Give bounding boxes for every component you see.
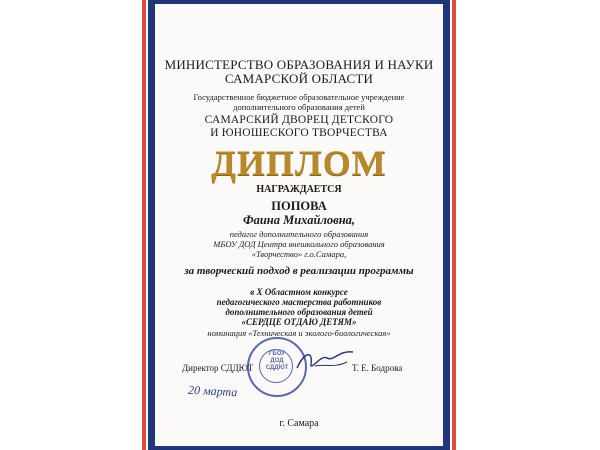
contest-line-2: педагогического мастерства работников bbox=[216, 297, 382, 307]
awarded-label: НАГРАЖДАЕТСЯ bbox=[256, 184, 342, 195]
stamp-text-2: ДОД bbox=[270, 358, 284, 364]
palace-line-2: И ЮНОШЕСКОГО ТВОРЧЕСТВА bbox=[210, 127, 388, 139]
award-reason: за творческий подход в реализации программы bbox=[184, 265, 414, 277]
stamp-text-1: ГБОУ bbox=[269, 351, 285, 357]
palace-line-1: САМАРСКИЙ ДВОРЕЦ ДЕТСКОГО bbox=[204, 114, 394, 126]
signature-label: Директор СДДЮТ bbox=[182, 363, 254, 373]
ministry-line-2: САМАРСКОЙ ОБЛАСТИ bbox=[224, 71, 374, 86]
diploma-title: ДИПЛОМ bbox=[211, 143, 387, 183]
contest-nomination: номинация «Техническая и эколого-биологическая» bbox=[207, 328, 391, 338]
ministry-line-1: МИНИСТЕРСТВО ОБРАЗОВАНИЯ И НАУКИ bbox=[164, 57, 434, 72]
recipient-name: Фаина Михайловна, bbox=[242, 213, 356, 227]
contest-line-1: в X Областном конкурсе bbox=[250, 287, 348, 297]
handwritten-signature bbox=[295, 346, 355, 376]
signature-name: Т. Е. Бодрова bbox=[352, 363, 403, 373]
contest-line-4: «СЕРДЦЕ ОТДАЮ ДЕТЯМ» bbox=[241, 317, 357, 327]
stamp-text-3: СДДЮТ bbox=[265, 365, 289, 371]
recipient-position-1: педагог дополнительного образования bbox=[229, 229, 369, 239]
city-label: г. Самара bbox=[279, 418, 319, 429]
institution-line-1: Государственное бюджетное образовательное учреждение bbox=[193, 92, 405, 102]
recipient-surname: ПОПОВА bbox=[271, 199, 327, 213]
recipient-position-3: «Творчество» г.о.Самара, bbox=[251, 249, 347, 259]
contest-line-3: дополнительного образования детей bbox=[225, 307, 373, 317]
institution-line-2: дополнительного образования детей bbox=[233, 102, 365, 112]
handwritten-date: 20 марта bbox=[187, 382, 238, 400]
recipient-position-2: МБОУ ДОД Центра внешкольного образования bbox=[213, 239, 385, 249]
